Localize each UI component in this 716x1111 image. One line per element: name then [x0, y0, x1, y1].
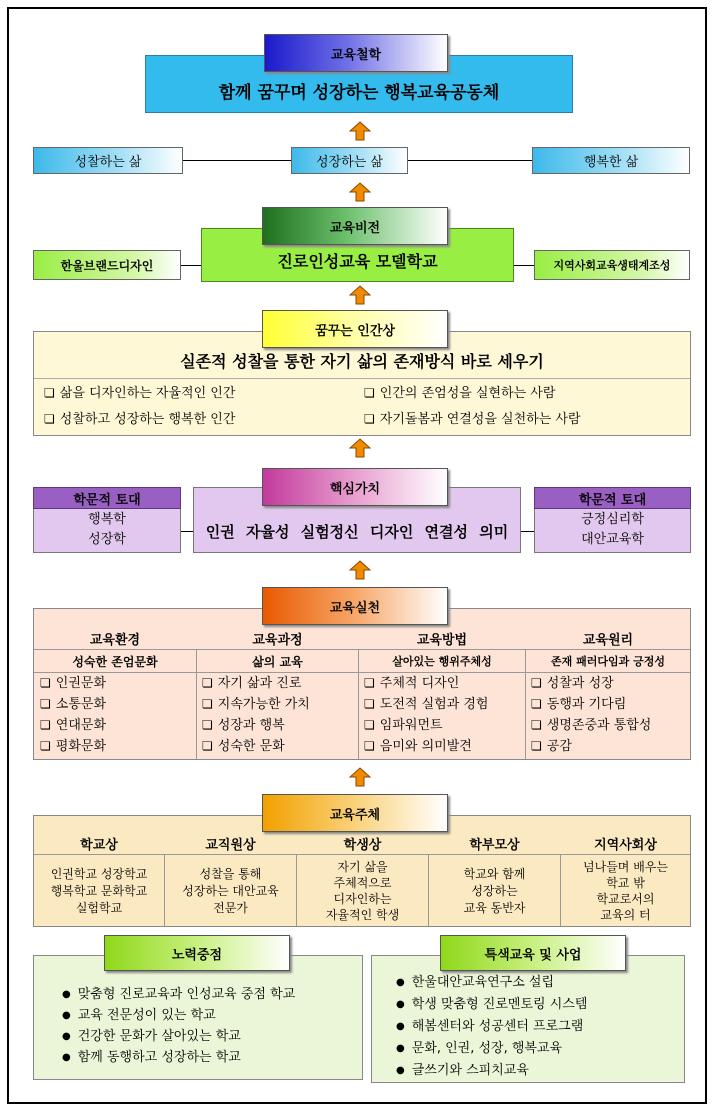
subject-desc-line: 실험학교	[75, 900, 123, 915]
focus-header	[104, 935, 290, 971]
practice-col-subtitle: 성숙한 존엄문화	[72, 654, 158, 669]
foundation-line: 행복학	[88, 512, 126, 527]
core-right-title-text: 학문적 토대	[578, 492, 647, 508]
lives-connector-right	[408, 160, 532, 161]
practice-item: ❏ 생명존중과 통합성	[531, 715, 651, 736]
subject-desc-line: 전문가	[213, 900, 248, 915]
divider	[34, 378, 690, 379]
practice-item: ❏ 인권문화	[40, 673, 106, 694]
foundation-line: 대안교육학	[581, 532, 644, 547]
practice-item: ❏ 성숙한 문화	[202, 736, 285, 757]
practice-header-label: 교육실천	[329, 600, 381, 616]
ideal-header	[262, 310, 448, 348]
practice-col-subtitle: 삶의 교육	[252, 654, 303, 669]
subject-title: 교직원상	[205, 837, 256, 853]
life-box-grow	[291, 147, 408, 174]
practice-item: ❏ 임파워먼트	[364, 715, 443, 736]
subject-title: 지역사회상	[594, 837, 657, 853]
special-item: ● 해봄센터와 성공센터 프로그램	[396, 1016, 583, 1038]
core-right-lines	[535, 510, 690, 550]
special-item: ● 한울대안교육연구소 설립	[396, 972, 554, 994]
core-values	[194, 518, 520, 544]
subject-desc	[429, 855, 560, 927]
life-label: 성찰하는 삶	[74, 155, 142, 170]
practice-header	[262, 587, 448, 625]
core-right-title	[534, 487, 691, 509]
special-header	[440, 935, 626, 971]
arrow-up-icon	[349, 438, 371, 458]
focus-box	[33, 955, 363, 1080]
vision-left-label: 한울브랜드디자인	[60, 258, 154, 273]
practice-box	[33, 608, 691, 760]
subject-desc	[34, 855, 164, 927]
subject-desc-line: 교육의 터	[600, 908, 651, 922]
vision-right-box	[534, 250, 690, 280]
practice-item: ❏ 음미와 의미발견	[364, 736, 472, 757]
subject-desc-line: 인권학교 성장학교	[50, 866, 148, 881]
arrow-up-icon	[349, 767, 371, 787]
practice-item: ❏ 자기 삶과 진로	[202, 673, 301, 694]
focus-header-label: 노력중점	[171, 947, 223, 963]
focus-item: ● 맞춤형 진로교육과 인성교육 중점 학교	[62, 984, 295, 1006]
subject-desc-line: 성찰을 통해	[199, 866, 262, 881]
arrow-up-icon	[349, 182, 371, 202]
practice-item: ❏ 공감	[531, 736, 572, 757]
arrow-up-icon	[349, 560, 371, 580]
core-header	[262, 468, 448, 506]
practice-item: ❏ 도전적 실험과 경험	[364, 694, 489, 715]
subject-desc-line: 행복학교 문화학교	[50, 883, 148, 898]
practice-item: ❏ 성찰과 성장	[531, 673, 614, 694]
vision-statement: 진로인성교육 모델학교	[277, 251, 438, 271]
vision-left-box	[33, 250, 181, 280]
subject-desc-line: 주체적으로	[333, 876, 392, 890]
subject-title: 학부모상	[469, 837, 520, 853]
subject-desc-line: 학교와 함께	[463, 866, 526, 881]
subject-desc-line: 교육 동반자	[463, 900, 526, 915]
subject-desc	[561, 855, 690, 927]
subject-desc	[165, 855, 296, 927]
focus-item: ● 교육 전문성이 있는 학교	[62, 1005, 216, 1027]
subjects-header-label: 교육주체	[329, 807, 381, 823]
subject-title: 학생상	[343, 837, 382, 853]
practice-item: ❏ 연대문화	[40, 715, 106, 736]
vision-right-label: 지역사회교육생태계조성	[553, 259, 671, 272]
core-left-box	[33, 487, 181, 553]
core-right-box	[534, 487, 691, 553]
subject-desc-line: 성장하는 대안교육	[182, 883, 279, 898]
practice-col-title: 교육과정	[252, 632, 303, 648]
foundation-line: 성장학	[88, 532, 126, 547]
ideal-item: ❏ 삶을 디자인하는 자율적인 인간	[44, 383, 235, 404]
subjects-header	[262, 794, 448, 832]
subject-desc-line: 학교로서의	[596, 892, 655, 906]
practice-item: ❏ 주체적 디자인	[364, 673, 459, 694]
core-left-lines	[34, 510, 180, 550]
subject-desc-line: 학교 밖	[606, 876, 645, 890]
life-box-happy	[532, 147, 690, 174]
ideal-header-label: 꿈꾸는 인간상	[315, 323, 395, 339]
arrow-up-icon	[349, 285, 371, 305]
practice-col-subtitle: 살아있는 행위주체성	[392, 655, 492, 668]
core-left-title-text: 학문적 토대	[73, 492, 141, 508]
arrow-up-icon	[349, 121, 371, 141]
subject-desc-line: 디자인하는	[333, 892, 392, 906]
practice-item: ❏ 평화문화	[40, 736, 106, 757]
ideal-statement	[34, 348, 690, 372]
philosophy-header-label: 교육철학	[330, 47, 382, 63]
subject-desc-line: 넘나들며 배우는	[583, 860, 668, 874]
practice-item: ❏ 지속가능한 가치	[202, 694, 310, 715]
ideal-item: ❏ 자기돌봄과 연결성을 실천하는 사람	[364, 409, 581, 430]
core-connector-left	[181, 531, 193, 532]
special-item: ● 문화, 인권, 성장, 행복교육	[396, 1038, 562, 1060]
subject-desc-line: 성장하는	[471, 883, 518, 898]
life-box-reflect	[33, 147, 183, 174]
practice-col-title: 교육방법	[416, 632, 468, 648]
ideal-statement-text: 실존적 성찰을 통한 자기 삶의 존재방식 바로 세우기	[180, 351, 544, 371]
lives-connector-left	[183, 160, 291, 161]
life-label: 성장하는 삶	[316, 155, 383, 170]
practice-col-subtitle: 존재 패러다임과 긍정성	[551, 655, 665, 668]
practice-item: ❏ 소통문화	[40, 694, 106, 715]
subject-desc-line: 자율적인 학생	[325, 908, 400, 922]
subject-desc	[297, 855, 428, 927]
core-header-label: 핵심가치	[329, 481, 381, 497]
ideal-item: ❏ 인간의 존엄성을 실현하는 사람	[364, 383, 555, 404]
subject-desc-line: 자기 삶을	[337, 860, 388, 874]
philosophy-statement: 함께 꿈꾸며 성장하는 행복교육공동체	[218, 82, 500, 103]
practice-col-title: 교육환경	[89, 632, 141, 648]
special-header-label: 특색교육 및 사업	[484, 947, 582, 963]
core-left-title	[33, 487, 181, 509]
vision-connector-left	[181, 265, 201, 266]
vision-header	[262, 207, 448, 245]
focus-item: ● 건강한 문화가 살아있는 학교	[62, 1026, 241, 1048]
practice-item: ❏ 성장과 행복	[202, 715, 285, 736]
subject-title: 학교상	[80, 837, 118, 853]
foundation-line: 긍정심리학	[581, 512, 644, 527]
ideal-item: ❏ 성찰하고 성장하는 행복한 인간	[44, 409, 235, 430]
special-box	[371, 955, 685, 1083]
special-item: ● 글쓰기와 스피치교육	[396, 1060, 529, 1082]
philosophy-header	[264, 34, 448, 72]
core-values-text: 인권 자율성 실험정신 디자인 연결성 의미	[205, 522, 509, 541]
practice-item: ❏ 동행과 기다림	[531, 694, 626, 715]
core-connector-right	[521, 531, 534, 532]
vision-header-label: 교육비전	[329, 220, 381, 236]
focus-item: ● 함께 동행하고 성장하는 학교	[62, 1047, 241, 1069]
life-label: 행복한 삶	[583, 155, 639, 170]
vision-connector-right	[514, 265, 534, 266]
practice-col-title: 교육원리	[582, 632, 634, 648]
special-item: ● 학생 맞춤형 진로멘토링 시스템	[396, 994, 587, 1016]
